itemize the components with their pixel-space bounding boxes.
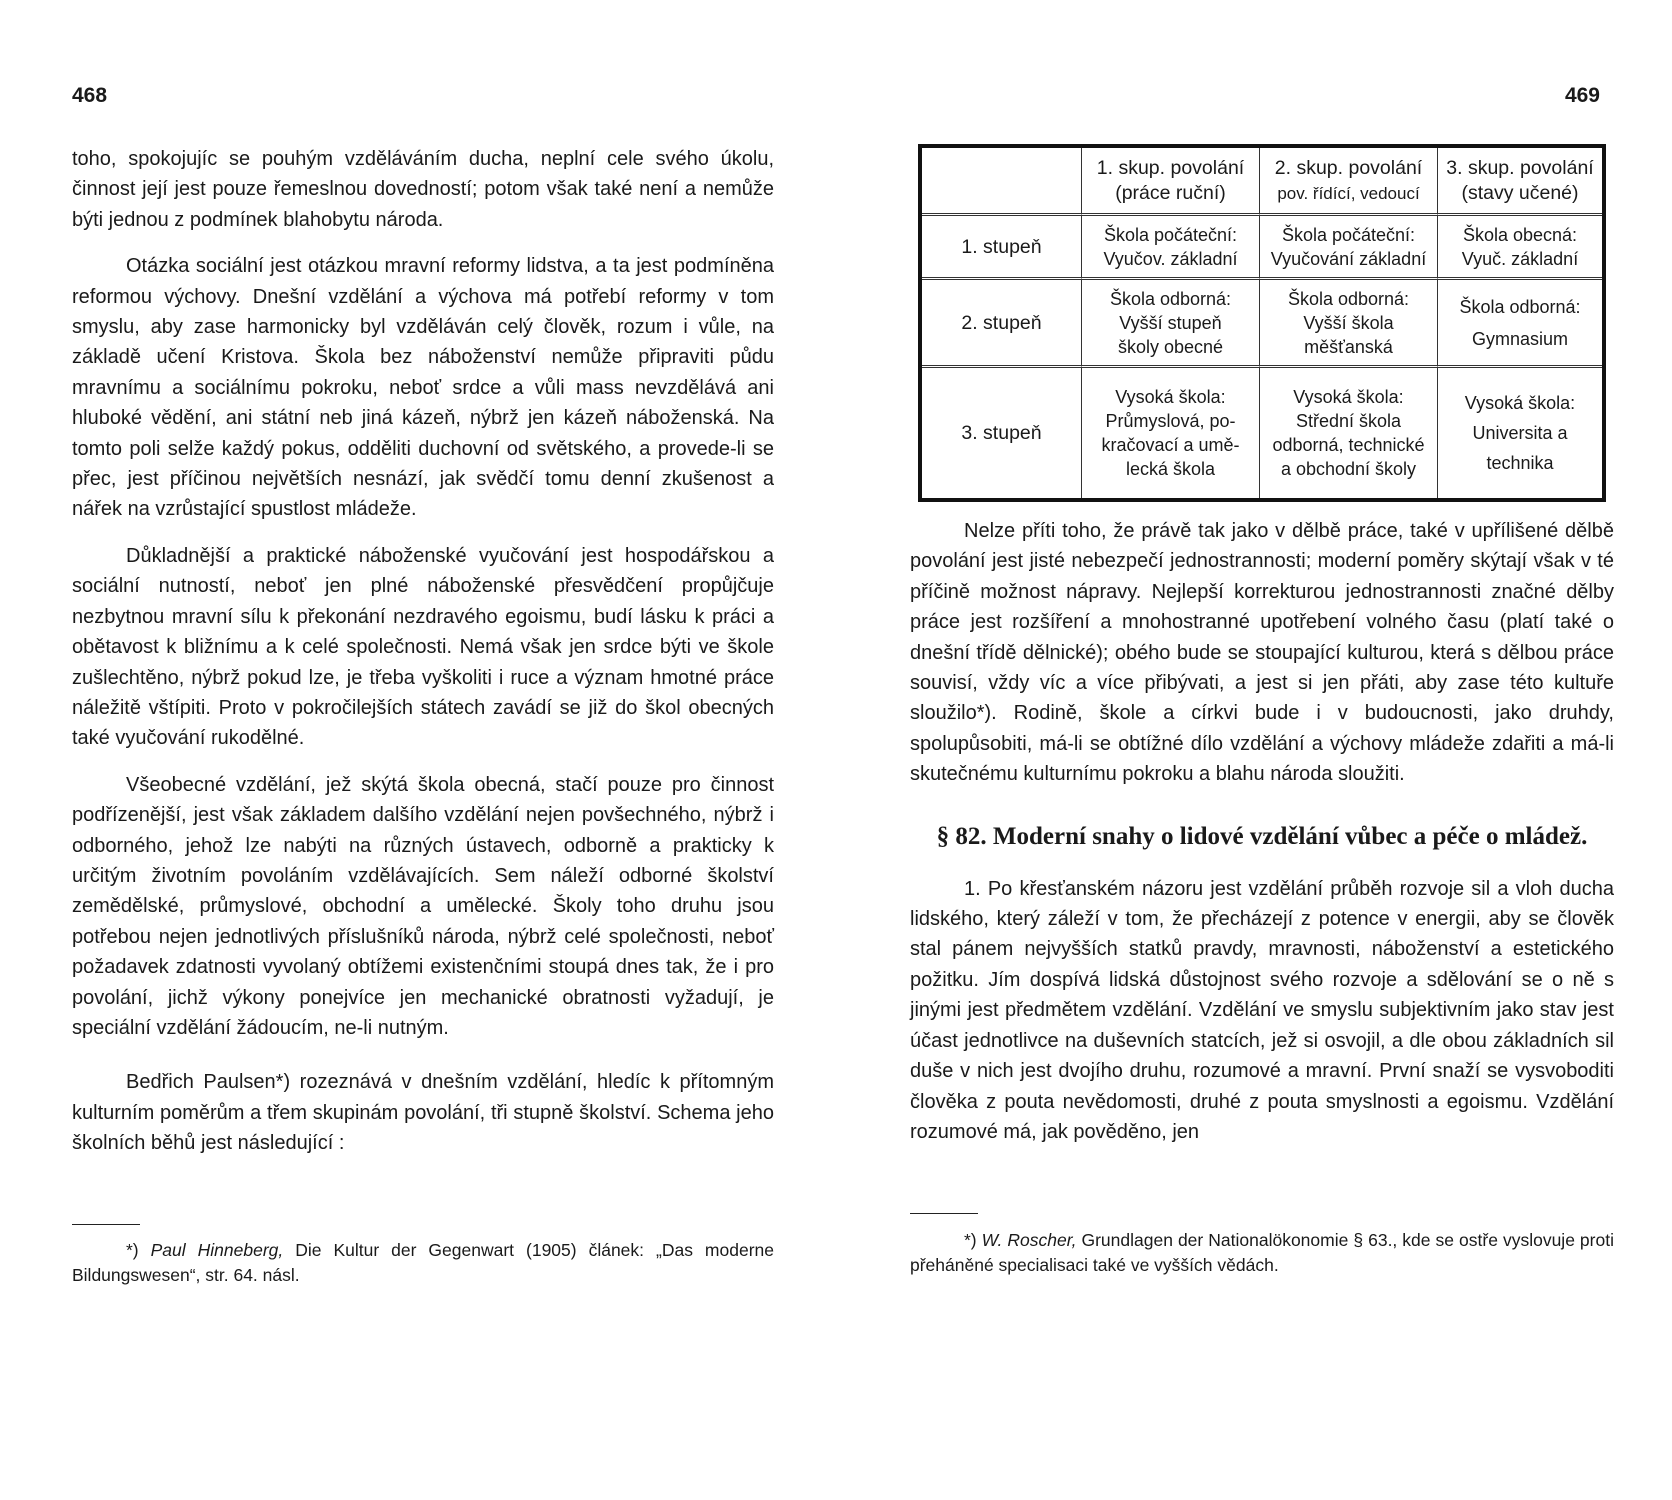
footnote-text: Grundlagen der Nationalökonomie § 63., kde se ostře vyslovuje proti přeháněné specialisaci také ve vyšších vědách. xyxy=(910,1230,1614,1275)
table-header-cell: 2. skup. povolání pov. řídící, vedoucí xyxy=(1260,148,1438,216)
page-number-left: 468 xyxy=(72,84,108,107)
left-body-text xyxy=(72,144,774,1159)
table-header-cell: 1. skup. povolání (práce ruční) xyxy=(1082,148,1260,216)
table-cell: Škola odborná: Vyšší škola měšťanská xyxy=(1260,280,1438,368)
footnote-right xyxy=(910,1228,1614,1278)
table-row-stub: 1. stupeň xyxy=(922,216,1082,280)
table-cell: Škola obecná: Vyuč. základní xyxy=(1438,216,1602,280)
page-number-right: 469 xyxy=(1564,84,1600,107)
table-cell: Škola počáteční: Vyučování základní xyxy=(1260,216,1438,280)
table-cell: Škola počáteční: Vyučov. základní xyxy=(1082,216,1260,280)
footnote-marker: *) xyxy=(964,1230,977,1250)
table-header-cell: 3. skup. povolání (stavy učené) xyxy=(1438,148,1602,216)
section-heading: § 82. Moderní snahy o lidové vzdělání vůbec a péče o mládež. xyxy=(936,822,1588,850)
right-page xyxy=(836,0,1672,1500)
footnote-author: W. Roscher, xyxy=(981,1230,1077,1250)
table-corner-cell xyxy=(922,148,1082,216)
paragraph: Otázka sociální jest otázkou mravní reformy lidstva, a ta jest podmíněna reformou výchovy. Dnešní vzdělání a výchova má potřebí reformy v tom smyslu, aby zase harmonicky byl vzděláván celý člověk, rozum i vůle, na základě učení Kristova. Škola bez náboženství nemůže připraviti půdu mravnímu a sociálnímu pokroku, neboť srdce a vůli mass nevzdělává ani hluboké vědění, ani státní neb jiná kázeň, nýbrž jen kázeň náboženská. Na tomto poli selže každý pokus, odděliti duchovní od světského, a provede-li se přec, jest příčinou největších nesnází, jak svědčí tomu denní zkušenost a nářek na vzrůstající spustlost mládeže. xyxy=(72,255,774,521)
footnote-author: Paul Hinneberg, xyxy=(150,1240,284,1260)
paragraph: Nelze příti toho, že právě tak jako v dělbě práce, také v upřílišené dělbě povolání jest jisté nebezpečí jednostrannosti; moderní poměry skýtají však v té příčině možnost nápravy. Nejlepší korrekturou jednostrannosti značné dělby práce jest rozšíření a mnohostranné upotřebení volného času (platí také o dnešní třídě dělnické); obého bude se stoupající kulturou, která s dělbou práce souvisí, vždy víc a více přibývati, a jest si jen přáti, aby zase této kultuře sloužilo*). Rodině, škole a církvi bude i v budoucnosti, jako druhdy, spolupůsobiti, má-li se obtížné dílo vzdělání a výchovy mládeže zdařiti a má-li skutečnému kulturnímu pokroku a blahu národa sloužiti. xyxy=(910,520,1614,786)
footnote-rule xyxy=(910,1213,978,1214)
paragraph: toho, spokojujíc se pouhým vzděláváním ducha, neplní cele svého úkolu, činnost její jest pouze řemeslnou dovedností; potom však také není a nemůže býti jednou z podmínek blahobytu národa. xyxy=(72,148,774,231)
table-cell: Škola odborná: Gymnasium xyxy=(1438,280,1602,368)
table-row-stub: 2. stupeň xyxy=(922,280,1082,368)
paragraph: Bedřich Paulsen*) rozeznává v dnešním vzdělání, hledíc k přítomným kulturním poměrům a třem skupinám povolání, tři stupně školství. Schema jeho školních běhů jest následující : xyxy=(72,1071,774,1155)
paragraph: 1. Po křesťanském názoru jest vzdělání průběh rozvoje sil a vloh ducha lidského, který záleží v tom, že přecházejí z potence v energii, aby se člověk stal pánem nejvyšších statků pravdy, mravnosti, náboženství a estetického požitku. Jím dospívá lidská důstojnost svého rozvoje a sdělování se o ně s jinými jest předmětem vzdělání. Vzdělání ve smyslu subjektivním jako stav jest účast jednotlivce na duševních statcích, jež si osvojil, a dle obou základních sil duše v nich jest dvojího druhu, rozumové a mravní. První snaží se vysvoboditi člověka z pouta nevědomosti, druhé z pouta smyslnosti a egoismu. Vzdělání rozumové má, jak pověděno, jen xyxy=(910,877,1614,1143)
table-cell: Vysoká škola: Průmyslová, po- kračovací a umě- lecká škola xyxy=(1082,368,1260,498)
footnote-rule xyxy=(72,1224,140,1225)
right-body-text xyxy=(910,516,1614,1147)
paragraph: Všeobecné vzdělání, jež skýtá škola obecná, stačí pouze pro činnost podřízenější, jest však základem dalšího vzdělání nejen povšechného, nýbrž i odborného, jehož lze nabýti na různých ústavech, odborně a prakticky k určitým životním povoláním vzdělávajících. Sem náleží odborné školství zemědělské, průmyslové, obchodní a umělecké. Školy toho druhu jsou potřebou nejen jednotlivých příslušníků národa, nýbrž celé společnosti, neboť požadavek zdatnosti vyvolaný obtížemi existenčními stoupá dnes tak, že i pro povolání, jichž výkony ponejvíce jen mechanické obratnosti vyžadují, je speciální vzdělání žádoucím, ne-li nutným. xyxy=(72,773,774,1039)
table-cell: Škola odborná: Vyšší stupeň školy obecné xyxy=(1082,280,1260,368)
table-cell: Vysoká škola: Universita a technika xyxy=(1464,393,1576,473)
footnote-left xyxy=(72,1238,774,1288)
school-schema-table xyxy=(918,144,1606,502)
footnote-marker: *) xyxy=(126,1240,139,1260)
table-row-stub: 3. stupeň xyxy=(922,368,1082,498)
table-cell: Vysoká škola: Střední škola odborná, technické a obchodní školy xyxy=(1260,368,1438,498)
footnote-text: Die Kultur der Gegenwart (1905) článek: „Das moderne Bildungswesen“, str. 64. násl. xyxy=(72,1240,774,1285)
paragraph: Důkladnější a praktické náboženské vyučování jest hospodářskou a sociální nutností, neboť jen plné náboženské přesvědčení propůjčuje nezbytnou mravní sílu k překonání nezdravého egoismu, budí lásku k práci a obětavost k bližnímu a k celé společnosti. Nemá však jen srdce býti ve škole zušlechtěno, nýbrž pokud lze, je třeba vyškoliti i ruce a význam hmotné práce náležitě vštípiti. Proto v pokročilejších státech zavádí se již do škol obecných také vyučování rukodělné. xyxy=(72,544,774,750)
